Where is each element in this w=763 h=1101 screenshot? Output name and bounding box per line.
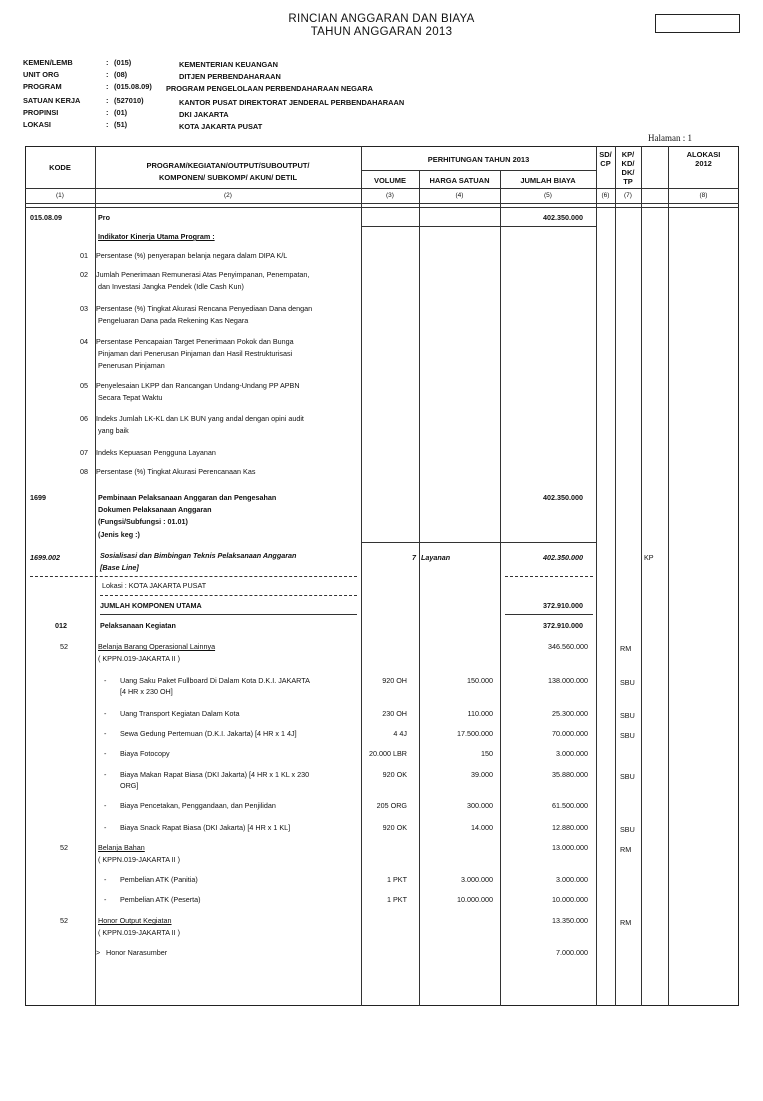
iku-text: yang baik [98, 426, 129, 435]
detil-volume: 1 PKT [387, 895, 407, 904]
detil-harga-satuan: 300.000 [467, 801, 493, 810]
detil-text: ORG] [120, 781, 139, 790]
iku-text: Jumlah Penerimaan Remunerasi Atas Penyimpanan, Penempatan, [96, 270, 310, 279]
detil-bullet: - [104, 749, 107, 758]
iku-text: Pengeluaran Dana pada Rekening Kas Negara [98, 316, 249, 325]
iku-text: Persentase (%) Tingkat Akurasi Rencana Penyediaan Dana dengan [96, 304, 313, 313]
column-number: (5) [544, 192, 552, 199]
output-kp: KP [644, 553, 654, 562]
column-number: (1) [56, 192, 64, 199]
detil-volume: 1 PKT [387, 875, 407, 884]
iku-number: 02 [80, 270, 88, 279]
info-value: KEMENTERIAN KEUANGAN [179, 60, 278, 69]
info-code: (08) [114, 70, 128, 79]
detil-jumlah: 138.000.000 [548, 676, 588, 685]
doc-title-line1: RINCIAN ANGGARAN DAN BIAYA [288, 13, 475, 25]
detil-jumlah: 35.880.000 [552, 770, 588, 779]
akun-kode: 52 [60, 916, 68, 925]
info-code: (015) [114, 58, 132, 67]
detil-sumber-dana: SBU [620, 711, 635, 720]
detil-sumber-dana: SBU [620, 825, 635, 834]
page-number: Halaman : 1 [648, 133, 692, 143]
detil-sumber-dana: SBU [620, 731, 635, 740]
detil-sumber-dana: SBU [620, 678, 635, 687]
iku-text: Persentase (%) penyerapan belanja negara dalam DIPA K/L [96, 251, 288, 260]
akun-kppn: ( KPPN.019-JAKARTA II ) [98, 855, 181, 864]
detil-text: [4 HR x 230 OH] [120, 687, 173, 696]
iku-text: Persentase (%) Tingkat Akurasi Perencanaan Kas [96, 467, 256, 476]
detil-text: Biaya Pencetakan, Penggandaan, dan Penjilidan [120, 801, 276, 810]
detil-volume: 920 OK [382, 770, 407, 779]
dashed-divider [505, 576, 593, 577]
output-baseline: [Base Line] [100, 563, 139, 572]
kegiatan-kode: 1699 [30, 493, 46, 502]
detil-text: Sewa Gedung Pertemuan (D.K.I. Jakarta) [4 HR x 1 4J] [120, 729, 297, 738]
lokasi-line: Lokasi : KOTA JAKARTA PUSAT [102, 581, 207, 590]
col-divider [668, 146, 669, 1006]
header-program-line2: KOMPONEN/ SUBKOMP/ AKUN/ DETIL [158, 173, 298, 182]
info-value: DITJEN PERBENDAHARAAN [179, 72, 281, 81]
detil-bullet: - [104, 729, 107, 738]
col-divider [641, 146, 642, 1006]
output-kode: 1699.002 [30, 553, 60, 562]
komponen-label: Pelaksanaan Kegiatan [100, 621, 176, 630]
kegiatan-line1: Pembinaan Pelaksanaan Anggaran dan Pengesahan [98, 493, 277, 502]
iku-text: dan Investasi Jangka Pendek (Idle Cash Kun) [98, 282, 244, 291]
detil-jumlah: 70.000.000 [552, 729, 588, 738]
detil-bullet: - [104, 895, 107, 904]
header-dk: DK/ [621, 168, 635, 177]
akun-jumlah: 346.560.000 [548, 642, 588, 651]
empty-stamp-box [655, 14, 740, 33]
jumlah-komponen-value: 372.910.000 [543, 601, 583, 610]
row-divider [25, 203, 739, 204]
row-divider [25, 188, 739, 189]
akun-sumber-dana: RM [620, 918, 632, 927]
header-alokasi: ALOKASI [686, 150, 721, 159]
akun-label: Belanja Barang Operasional Lainnya [98, 642, 216, 651]
detil-volume: 230 OH [382, 709, 407, 718]
header-tp: TP [623, 177, 633, 186]
detil-jumlah: 3.000.000 [556, 875, 588, 884]
header-sd: SD/ [599, 150, 612, 159]
row-divider [25, 207, 739, 208]
detil-bullet: - [104, 676, 107, 685]
iku-text: Pinjaman dari Penerusan Pinjaman dan Hasil Restrukturisasi [98, 349, 293, 358]
row-divider [505, 614, 593, 615]
info-label: UNIT ORG [23, 70, 60, 79]
detil-harga-satuan: 17.500.000 [457, 729, 493, 738]
info-colon: : [106, 96, 109, 105]
dashed-divider [30, 576, 357, 577]
info-code: (015.08.09) [114, 82, 152, 91]
info-colon: : [106, 108, 109, 117]
detil-jumlah: 10.000.000 [552, 895, 588, 904]
iku-heading: Indikator Kinerja Utama Program : [98, 232, 215, 241]
row-divider [100, 614, 357, 615]
komponen-kode: 012 [55, 621, 67, 630]
output-jumlah: 402.350.000 [543, 553, 583, 562]
column-number: (4) [455, 192, 464, 199]
col-divider [596, 146, 597, 1006]
column-number: (2) [224, 192, 232, 199]
akun-sumber-dana: RM [620, 845, 632, 854]
akun-kode: 52 [60, 843, 68, 852]
iku-number: 07 [80, 448, 88, 457]
info-code: (51) [114, 120, 128, 129]
detil-volume: 20.000 LBR [369, 749, 407, 758]
iku-text: Indeks Jumlah LK-KL dan LK BUN yang andal dengan opini audit [96, 414, 304, 423]
header-harga-satuan: HARGA SATUAN [429, 176, 490, 185]
output-nama: Sosialisasi dan Bimbingan Teknis Pelaksanaan Anggaran [100, 551, 297, 560]
info-colon: : [106, 82, 109, 91]
info-colon: : [106, 70, 109, 79]
detil-jumlah: 12.880.000 [552, 823, 588, 832]
detil-harga-satuan: 3.000.000 [461, 875, 493, 884]
iku-number: 06 [80, 414, 88, 423]
komponen-jumlah: 372.910.000 [543, 621, 583, 630]
akun-sumber-dana: RM [620, 644, 632, 653]
column-number: (6) [601, 192, 610, 199]
kegiatan-fungsi: (Fungsi/Subfungsi : 01.01) [98, 517, 188, 526]
detil-jumlah: 61.500.000 [552, 801, 588, 810]
doc-title-line2: TAHUN ANGGARAN 2013 [310, 26, 453, 38]
row-divider [361, 170, 596, 171]
iku-number: 04 [80, 337, 88, 346]
kegiatan-line2: Dokumen Pelaksanaan Anggaran [98, 505, 212, 514]
info-value: DKI JAKARTA [179, 110, 229, 119]
info-label: KEMEN/LEMB [23, 58, 73, 67]
detil-jumlah: 7.000.000 [556, 948, 588, 957]
iku-text: Indeks Kepuasan Pengguna Layanan [96, 448, 216, 457]
row-divider [361, 542, 596, 543]
iku-number: 08 [80, 467, 88, 476]
program-nama: Pro [98, 213, 110, 222]
detil-bullet: - [104, 875, 107, 884]
iku-text: Penerusan Pinjaman [98, 361, 165, 370]
header-kp: KP/ [621, 150, 635, 159]
detil-harga-satuan: 39.000 [471, 770, 493, 779]
detil-sumber-dana: SBU [620, 772, 635, 781]
column-number: (7) [624, 192, 632, 199]
row-divider [361, 226, 596, 227]
iku-text: Persentase Pencapaian Target Penerimaan Pokok dan Bunga [96, 337, 294, 346]
header-cp: CP [600, 159, 611, 168]
kegiatan-jenis: (Jenis keg :) [98, 530, 140, 539]
akun-kppn: ( KPPN.019-JAKARTA II ) [98, 928, 181, 937]
detil-text: Pembelian ATK (Peserta) [120, 895, 201, 904]
akun-label: Belanja Bahan [98, 843, 145, 852]
detil-jumlah: 25.300.000 [552, 709, 588, 718]
detil-bullet: - [104, 801, 107, 810]
detil-jumlah: 3.000.000 [556, 749, 588, 758]
iku-text: Penyelesaian LKPP dan Rancangan Undang-Undang PP APBN [96, 381, 300, 390]
detil-text: Biaya Makan Rapat Biasa (DKI Jakarta) [4 HR x 1 KL x 230 [120, 770, 310, 779]
header-perhitungan: PERHITUNGAN TAHUN 2013 [427, 155, 530, 164]
info-code: (527010) [114, 96, 144, 105]
program-jumlah: 402.350.000 [543, 213, 583, 222]
akun-kppn: ( KPPN.019-JAKARTA II ) [98, 654, 181, 663]
detil-bullet: - [104, 823, 107, 832]
detil-volume: 205 ORG [376, 801, 407, 810]
detil-volume: 920 OK [382, 823, 407, 832]
detil-harga-satuan: 150 [481, 749, 493, 758]
dashed-divider [100, 595, 357, 596]
info-value: KANTOR PUSAT DIREKTORAT JENDERAL PERBENDAHARAAN [179, 98, 405, 107]
info-colon: : [106, 58, 109, 67]
detil-text: Honor Narasumber [106, 948, 168, 957]
info-label: PROGRAM [23, 82, 62, 91]
iku-number: 03 [80, 304, 88, 313]
detil-bullet: - [104, 709, 107, 718]
header-kd: KD/ [621, 159, 635, 168]
column-number: (8) [699, 192, 708, 199]
detil-harga-satuan: 10.000.000 [457, 895, 493, 904]
info-label: LOKASI [23, 120, 51, 129]
output-volume: 7 [412, 553, 416, 562]
kegiatan-jumlah: 402.350.000 [543, 493, 583, 502]
detil-volume: 920 OH [382, 676, 407, 685]
iku-number: 05 [80, 381, 88, 390]
info-value: PROGRAM PENGELOLAAN PERBENDAHARAAN NEGARA [166, 84, 373, 93]
col-divider [615, 146, 616, 1006]
header-jumlah-biaya: JUMLAH BIAYA [520, 176, 576, 185]
detil-text: Pembelian ATK (Panitia) [120, 875, 198, 884]
akun-kode: 52 [60, 642, 68, 651]
info-code: (01) [114, 108, 128, 117]
iku-number: 01 [80, 251, 88, 260]
output-volume-unit: Layanan [421, 553, 451, 562]
detil-harga-satuan: 14.000 [471, 823, 493, 832]
header-alokasi-year: 2012 [695, 159, 712, 168]
program-kode: 015.08.09 [30, 213, 62, 222]
akun-label: Honor Output Kegiatan [98, 916, 172, 925]
detil-bullet: - [104, 770, 107, 779]
detil-text: Biaya Snack Rapat Biasa (DKI Jakarta) [4 HR x 1 KL] [120, 823, 291, 832]
detil-text: Uang Saku Paket Fullboard Di Dalam Kota D.K.I. JAKARTA [120, 676, 310, 685]
column-number: (3) [386, 192, 394, 199]
detil-text: Uang Transport Kegiatan Dalam Kota [120, 709, 240, 718]
jumlah-komponen-label: JUMLAH KOMPONEN UTAMA [100, 601, 202, 610]
detil-harga-satuan: 150.000 [467, 676, 493, 685]
iku-text: Secara Tepat Waktu [98, 393, 163, 402]
info-label: SATUAN KERJA [23, 96, 81, 105]
header-volume: VOLUME [373, 176, 407, 185]
info-label: PROPINSI [23, 108, 59, 117]
detil-bullet: > [96, 948, 101, 957]
header-kode: KODE [49, 163, 71, 172]
detil-volume: 4 4J [393, 729, 407, 738]
header-program-line1: PROGRAM/KEGIATAN/OUTPUT/SUBOUTPUT/ [146, 161, 310, 170]
info-value: KOTA JAKARTA PUSAT [179, 122, 263, 131]
akun-jumlah: 13.000.000 [552, 843, 588, 852]
akun-jumlah: 13.350.000 [552, 916, 588, 925]
info-colon: : [106, 120, 109, 129]
detil-harga-satuan: 110.000 [467, 709, 493, 718]
detil-text: Biaya Fotocopy [120, 749, 170, 758]
